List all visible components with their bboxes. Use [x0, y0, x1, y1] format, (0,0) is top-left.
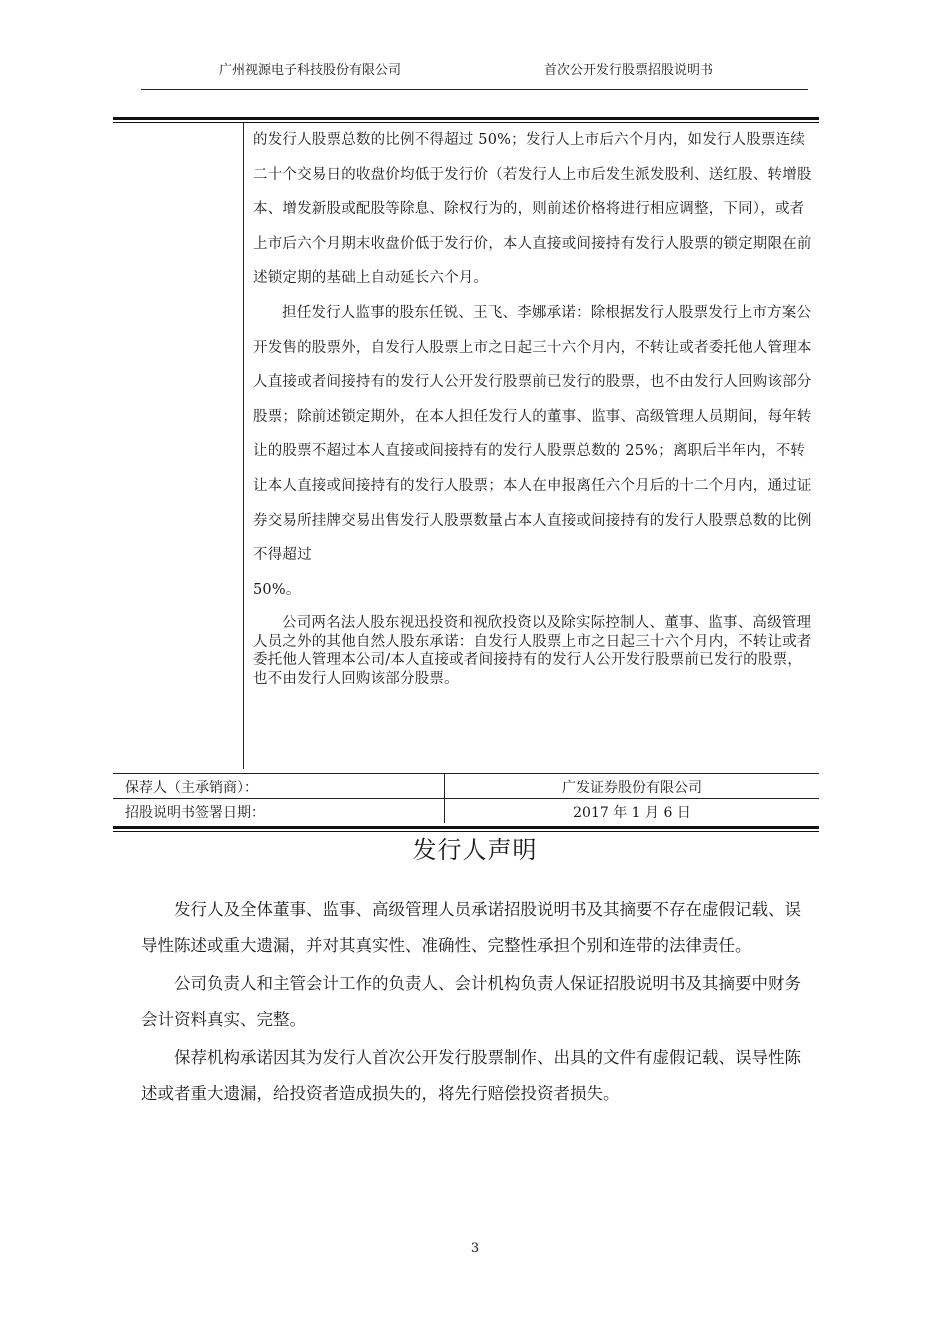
sign-date-label: 招股说明书签署日期：: [125, 805, 265, 821]
column-divider: [243, 123, 244, 769]
section-title: 发行人声明: [412, 836, 538, 864]
sign-date-value: 2017 年 1 月 6 日: [573, 805, 691, 821]
declaration-paragraph: 保荐机构承诺因其为发行人首次公开发行股票制作、出具的文件有虚假记载、误导性陈述或者重大遗漏，给投资者造成损失的，将先行赔偿投资者损失。: [141, 1048, 801, 1103]
page-number: 3: [470, 1241, 480, 1256]
sponsor-label: 保荐人（主承销商）：: [125, 780, 258, 796]
header-company-name: 广州视源电子科技股份有限公司: [219, 63, 402, 78]
commitment-table: [113, 123, 819, 769]
declaration-paragraph: 发行人及全体董事、监事、高级管理人员承诺招股说明书及其摘要不存在虚假记载、误导性陈述或重大遗漏，并对其真实性、准确性、完整性承担个别和连带的法律责任。: [141, 900, 801, 955]
commitment-cell: [253, 123, 813, 688]
table-row-sponsor: [113, 773, 819, 798]
commitment-paragraph: 50%。: [253, 581, 301, 598]
page-header: [141, 55, 808, 90]
header-document-title: 首次公开发行股票招股说明书: [544, 63, 714, 78]
commitment-paragraph: 公司两名法人股东视迅投资和视欣投资以及除实际控制人、董事、监事、高级管理人员之外的其他自然人股东承诺：自发行人股票上市之日起三十六个月内，不转让或者委托他人管理本公司/本人直接或者间接持有的发行人公开发行股票前已发行的股票，也不由发行人回购该部分股票。: [253, 615, 812, 687]
commitment-paragraph: 的发行人股票总数的比例不得超过 50%；发行人上市后六个月内，如发行人股票连续二十个交易日的收盘价均低于发行价（若发行人上市后发生派发股利、送红股、转增股本、增发新股或配股等除息、除权行为的，则前述价格将进行相应调整，下同），或者上市后六个月期末收盘价低于发行价，本人直接或间接持有发行人股票的锁定期限在前述锁定期的基础上自动延长六个月。: [253, 132, 812, 287]
commitment-paragraph: 担任发行人监事的股东任锐、王飞、李娜承诺：除根据发行人股票发行上市方案公开发售的股票外，自发行人股票上市之日起三十六个月内，不转让或者委托他人管理本人直接或者间接持有的发行人公开发行股票前已发行的股票，也不由发行人回购该部分股票；除前述锁定期外，在本人担任发行人的董事、监事、高级管理人员期间，每年转让的股票不超过本人直接或间接持有的发行人股票总数的 25%；离职后半年内，不转让本人直接或间接持有的发行人股票；本人在申报离任六个月后的十二个月内，通过证券交易所挂牌交易出售发行人股票数量占本人直接或间接持有的发行人股票总数的比例不得超过: [253, 304, 812, 564]
sponsor-value: 广发证券股份有限公司: [562, 780, 702, 796]
issuer-declaration: [141, 892, 811, 1112]
table-row-sign-date: [113, 798, 819, 823]
declaration-paragraph: 公司负责人和主管会计工作的负责人、会计机构负责人保证招股说明书及其摘要中财务会计资料真实、完整。: [141, 974, 801, 1029]
